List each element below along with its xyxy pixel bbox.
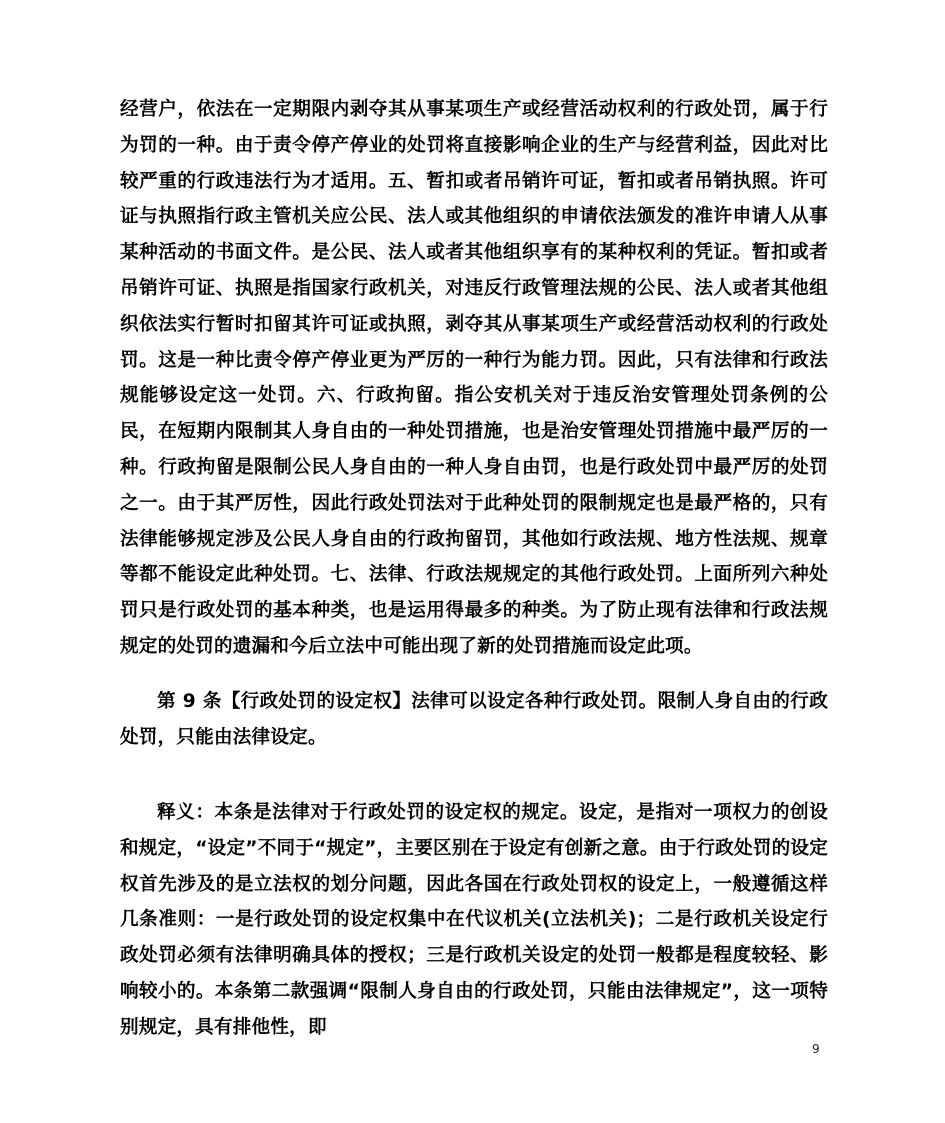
body-paragraph-continuation: 经营户，依法在一定期限内剥夺其从事某项生产或经营活动权利的行政处罚，属于行为罚的一种。由于责令停产停业的处罚将直接影响企业的生产与经营利益，因此对比较严重的行政违法行为才适用。五、暂扣或者吊销许可证，暂扣或者吊销执照。许可证与执照指行政主管机关应公民、法人或其他组织的申请依法颁发的准许申请人从事某种活动的书面文件。是公民、法人或者其他组织享有的某种权利的凭证。暂扣或者吊销许可证、执照是指国家行政机关，对违反行政管理法规的公民、法人或者其他组织依法实行暂时扣留其许可证或执照，剥夺其从事某项生产或经营活动权利的行政处罚。这是一种比责令停产停业更为严厉的一种行为能力罚。因此，只有法律和行政法规能够设定这一处罚。六、行政拘留。指公安机关对于违反治安管理处罚条例的公民，在短期内限制其人身自由的一种处罚措施，也是治安管理处罚措施中最严厉的一种。行政拘留是限制公民人身自由的一种人身自由罚，也是行政处罚中最严厉的处罚之一。由于其严厉性，因此行政处罚法对于此种处罚的限制规定也是最严格的，只有法律能够规定涉及公民人身自由的行政拘留罚，其他如行政法规、地方性法规、规章等都不能设定此种处罚。七、法律、行政法规规定的其他行政处罚。上面所列六种处罚只是行政处罚的基本种类，也是运用得最多的种类。为了防止现有法律和行政法规规定的处罚的遗漏和今后立法中可能出现了新的处罚措施而设定此项。 [120,99,828,657]
article-9-paragraph: 第 9 条【行政处罚的设定权】法律可以设定各种行政处罚。限制人身自由的行政处罚，只能由法律设定。 [120,691,828,748]
page-number: 9 [812,1042,820,1056]
interpretation-paragraph: 释义：本条是法律对于行政处罚的设定权的规定。设定，是指对一项权力的创设和规定，“设定”不同于“规定”，主要区别在于设定有创新之意。由于行政处罚的设定权首先涉及的是立法权的划分问题，因此各国在行政处罚权的设定上，一般遵循这样几条准则：一是行政处罚的设定权集中在代议机关(立法机关)；二是行政机关设定行政处罚必须有法律明确具体的授权；三是行政机关设定的处罚一般都是程度较轻、影响较小的。本条第二款强调“限制人身自由的行政处罚，只能由法律规定”，这一项特别规定，具有排他性，即 [120,802,828,1038]
